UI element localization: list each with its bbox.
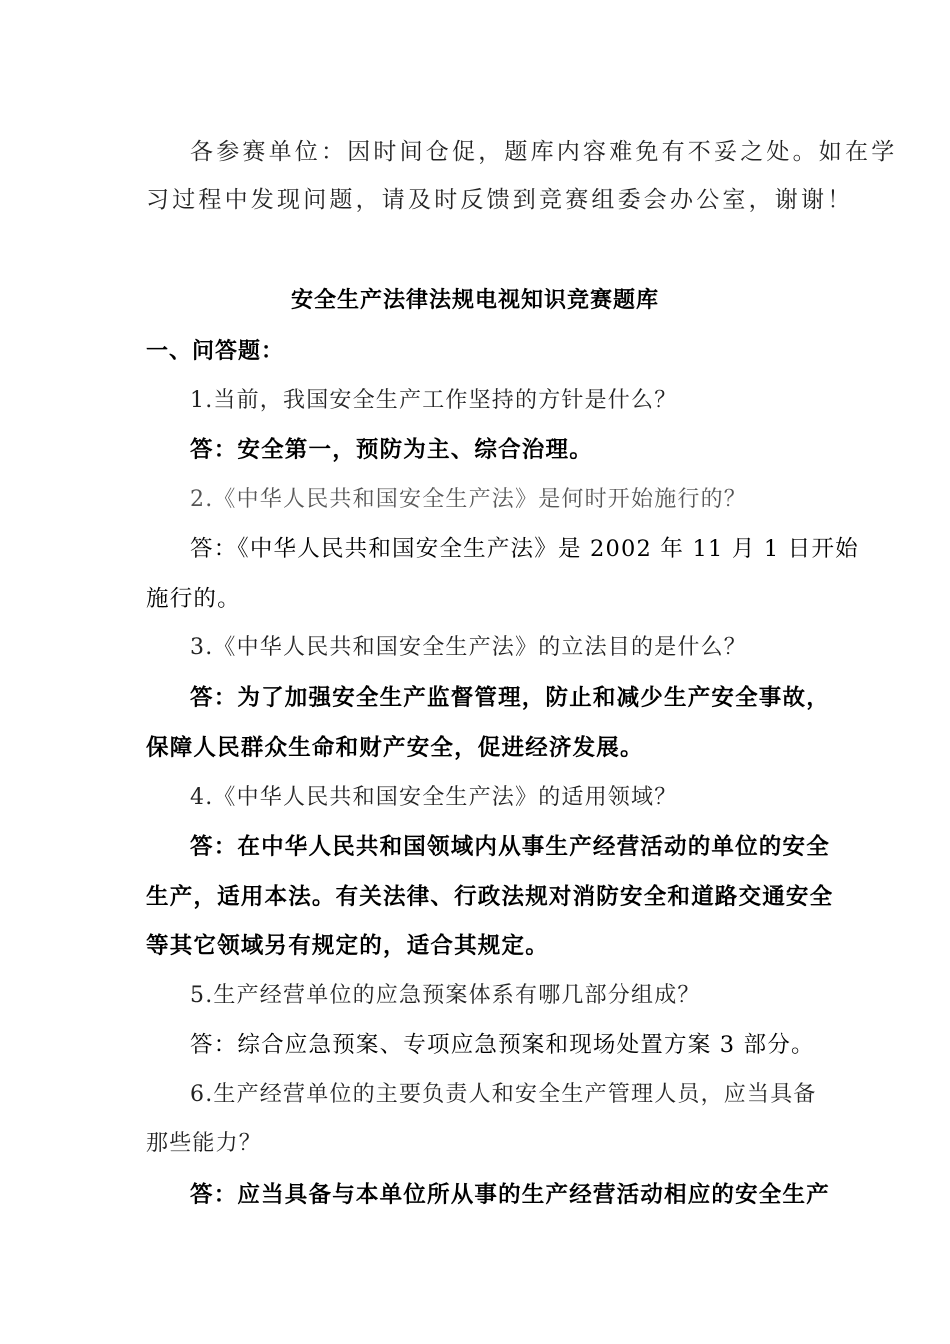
notice-line-2: 习过程中发现问题，请及时反馈到竞赛组委会办公室，谢谢！ <box>146 187 854 213</box>
document-title: 安全生产法律法规电视知识竞赛题库 <box>290 287 659 313</box>
question-6-line-2: 那些能力？ <box>146 1131 263 1156</box>
answer-5: 答：综合应急预案、专项应急预案和现场处置方案 3 部分。 <box>190 1032 815 1058</box>
question-3: 3.《中华人民共和国安全生产法》的立法目的是什么？ <box>190 635 747 660</box>
question-1: 1.当前，我国安全生产工作坚持的方针是什么？ <box>190 388 678 413</box>
section-heading: 一、问答题： <box>146 338 285 364</box>
answer-2-line-1: 答：《中华人民共和国安全生产法》是 2002 年 11 月 1 日开始 <box>190 536 859 562</box>
question-6-line-1: 6.生产经营单位的主要负责人和安全生产管理人员，应当具备 <box>190 1082 817 1107</box>
question-5: 5.生产经营单位的应急预案体系有哪几部分组成？ <box>190 983 701 1008</box>
question-4: 4.《中华人民共和国安全生产法》的适用领域？ <box>190 785 678 810</box>
notice-line-1: 各参赛单位：因时间仓促，题库内容难免有不妥之处。如在学 <box>190 139 898 165</box>
answer-3-line-1: 答：为了加强安全生产监督管理，防止和减少生产安全事故， <box>190 685 830 711</box>
answer-6-line-1: 答：应当具备与本单位所从事的生产经营活动相应的安全生产 <box>190 1182 830 1208</box>
answer-4-line-1: 答：在中华人民共和国领域内从事生产经营活动的单位的安全 <box>190 834 830 860</box>
answer-4-line-3: 等其它领域另有规定的，适合其规定。 <box>146 933 549 959</box>
answer-4-line-2: 生产，适用本法。有关法律、行政法规对消防安全和道路交通安全 <box>146 884 834 910</box>
question-2: 2.《中华人民共和国安全生产法》是何时开始施行的？ <box>190 487 747 512</box>
answer-3-line-2: 保障人民群众生命和财产安全，促进经济发展。 <box>146 735 644 761</box>
answer-2-line-2: 施行的。 <box>146 586 241 612</box>
answer-1: 答：安全第一，预防为主、综合治理。 <box>190 437 593 463</box>
